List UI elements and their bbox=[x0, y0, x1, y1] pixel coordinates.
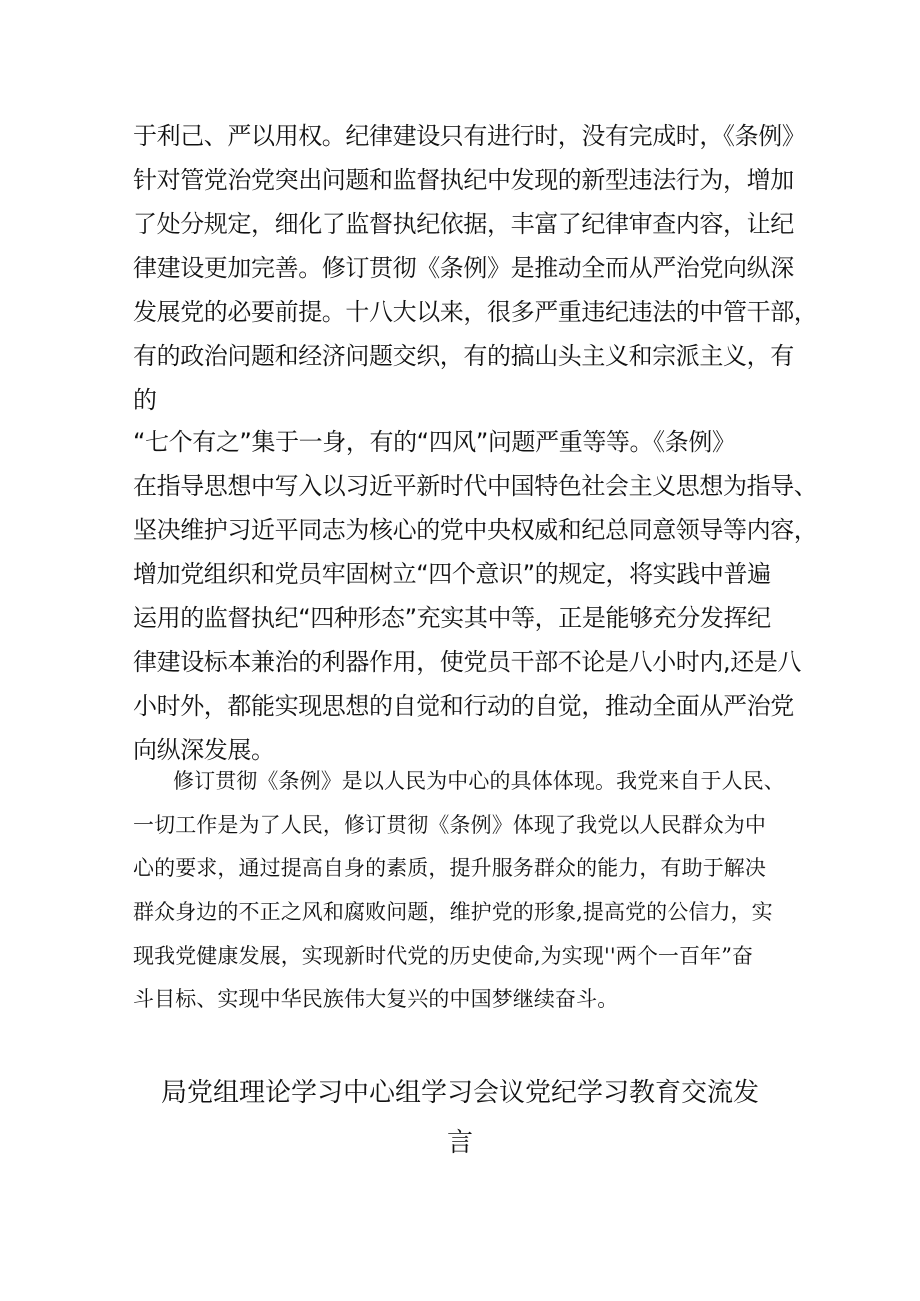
text-line: 心的要求，通过提高自身的素质，提升服务群众的能力，有助于解决 bbox=[133, 856, 766, 881]
text-line: 了处分规定，细化了监督执纪依据，丰富了纪律审查内容，让纪 bbox=[133, 210, 794, 238]
text-line: 的 bbox=[133, 386, 157, 414]
text-line: 在指导思想中写入以习近平新时代中国特色社会主义思想为指导、 bbox=[133, 472, 818, 500]
paragraph-continuation bbox=[133, 114, 818, 422]
text-line: 坚决维护习近平同志为核心的党中央权威和纪总同意领导等内容， bbox=[133, 516, 818, 544]
text-line: 小时外，都能实现思想的自觉和行动的自觉，推动全面从严治党 bbox=[133, 692, 794, 720]
title-line: 局党组理论学习中心组学习会议党纪学习教育交流发 bbox=[160, 1078, 759, 1108]
paragraph-third bbox=[133, 760, 805, 1022]
text-line: 修订贯彻《条例》是以人民为中心的具体体现。我党来自于人民、 bbox=[173, 769, 785, 793]
text-line: “七个有之”集于一身，有的“四风”问题严重等等。《条例》 bbox=[133, 428, 736, 456]
text-line: 向纵深发展。 bbox=[133, 736, 275, 764]
section-title bbox=[0, 1068, 920, 1168]
text-line: 律建设标本兼治的利器作用，使党员干部不论是八小时内,还是八 bbox=[133, 648, 802, 676]
text-line: 针对管党治党突出问题和监督执纪中发现的新型违法行为，增加 bbox=[133, 166, 794, 194]
text-line: 斗目标、实现中华民族伟大复兴的中国梦继续奋斗。 bbox=[133, 987, 619, 1012]
text-line: 运用的监督执纪“四种形态”充实其中等，正是能够充分发挥纪 bbox=[133, 604, 771, 632]
text-line: 群众身边的不正之风和腐败问题，维护党的形象,提高党的公信力，实 bbox=[133, 900, 773, 925]
text-line: 发展党的必要前提。十八大以来，很多严重违纪违法的中管干部， bbox=[133, 298, 818, 326]
text-line: 律建设更加完善。修订贯彻《条例》是推动全而从严治党向纵深 bbox=[133, 254, 794, 282]
text-line: 增加党组织和党员牢固树立“四个意识”的规定，将实践中普遍 bbox=[133, 560, 771, 588]
text-line: 于利己、严以用权。纪律建设只有进行时，没有完成时，《条例》 bbox=[133, 122, 806, 150]
text-line: 现我党健康发展，实现新时代党的历史使命,为实现''两个一百年”奋 bbox=[133, 943, 754, 968]
text-line: 有的政治问题和经济问题交织，有的搞山头主义和宗派主义，有 bbox=[133, 342, 794, 370]
title-line: 言 bbox=[446, 1128, 473, 1158]
text-line: 一切工作是为了人民，修订贯彻《条例》体现了我党以人民群众为中 bbox=[133, 812, 766, 837]
paragraph-second bbox=[133, 420, 818, 772]
